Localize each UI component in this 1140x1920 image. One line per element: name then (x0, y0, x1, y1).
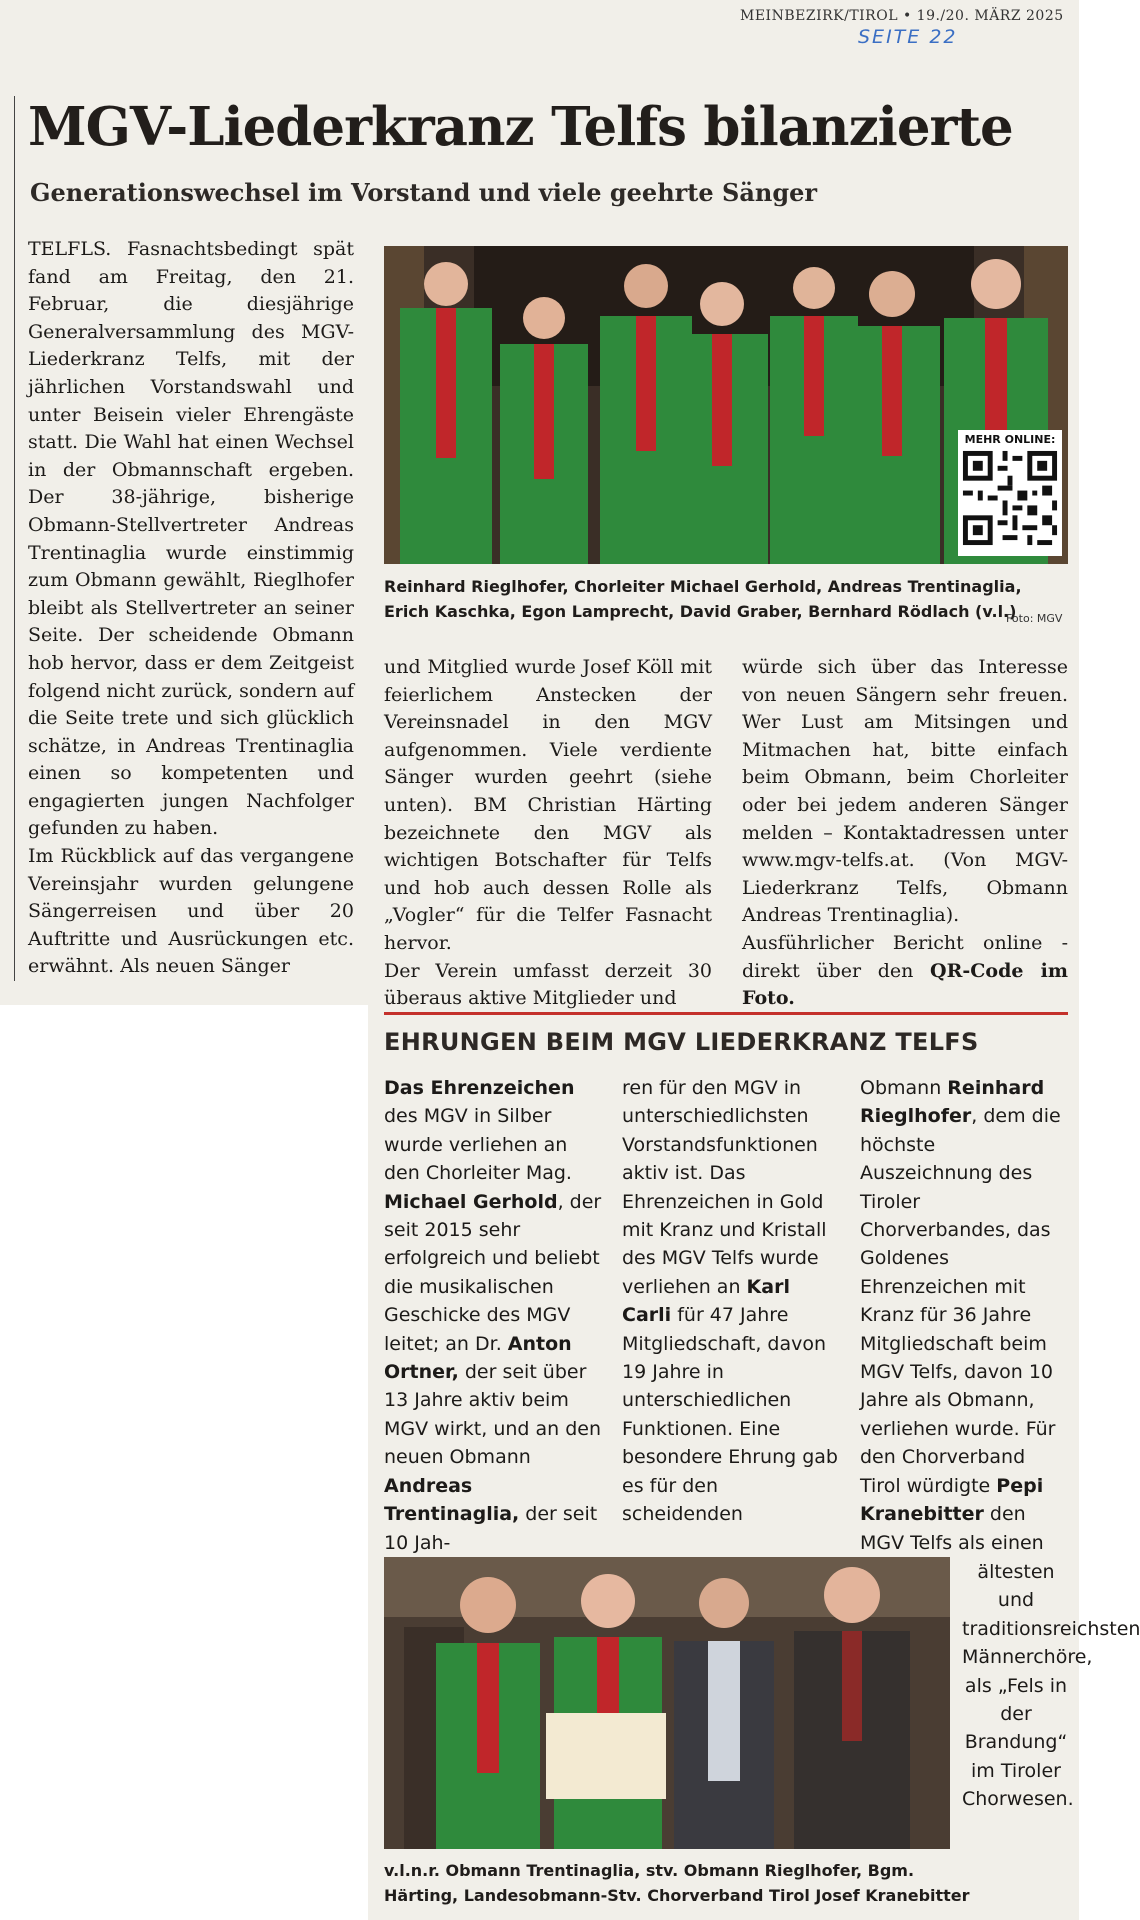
award-photo-caption: v.l.n.r. Obmann Trentinaglia, stv. Obmann Rieglhofer, Bgm. Härting, Landesobmann-Stv. Chorverband Tirol Josef Kranebitter (384, 1861, 970, 1905)
b3-text-3: den MGV Telfs als einen (860, 1503, 1044, 1554)
box-column-3 (860, 1074, 1068, 1585)
b2-text-2: für 47 Jahre Mitgliedschaft, davon 19 Jahre in unterschiedlichen Funktionen. Eine besondere Ehrung gab es für den scheidenden (622, 1304, 838, 1526)
article-title: MGV-Liederkranz Telfs bilanzierte (28, 96, 1013, 158)
article-column-3 (742, 654, 1068, 1013)
b1-text-1: des MGV in Silber wurde verliehen an den Chorleiter Mag. (384, 1105, 572, 1185)
qr-code-box[interactable] (958, 430, 1062, 556)
b2-text-1: ren für den MGV in unterschiedlichsten Vorstandsfunktionen aktiv ist. Das Ehrenzeichen in Gold mit Kranz und Kristall des MGV Telfs wurde verliehen an (622, 1077, 827, 1298)
b3-text-2: , dem die höchste Auszeichnung des Tiroler Chorverbandes, das Goldenes Ehrenzeichen mit Kranz für 36 Jahre Mitgliedschaft beim MGV Telfs, davon 10 Jahre als Obmann, verliehen wurde. Für den Chorverband Tirol würdigte (860, 1105, 1061, 1497)
article-col3-text-b: Ausführlicher Bericht online - direkt über den (742, 931, 1068, 982)
b1-text-3: der seit über 13 Jahre aktiv beim MGV wirkt, und an den neuen Obmann (384, 1361, 602, 1469)
article-column-1 (28, 236, 354, 981)
box-column-1 (384, 1074, 604, 1557)
article-col1-text-b: Im Rückblick auf das vergangene Vereinsjahr wurden gelungene Sängerreisen und über 20 Auftritte und Ausrückungen etc. erwähnt. Als neuen Sänger (28, 845, 354, 978)
b3-text-1: Obmann (860, 1077, 948, 1099)
box-heading: EHRUNGEN BEIM MGV LIEDERKRANZ TELFS (384, 1028, 979, 1056)
box-column-2 (622, 1074, 842, 1529)
b1-bold-3: Anton Ortner, (384, 1332, 572, 1384)
accent-rule (384, 1012, 1068, 1015)
qr-label: MEHR ONLINE: (964, 433, 1056, 446)
photo-credit: Foto: MGV (1006, 612, 1063, 625)
box-column-3-tail: ältesten und traditionsreichsten Männerchöre, als „Fels in der Brandung“ im Tiroler Chorwesen. (962, 1561, 1140, 1811)
qr-code-reference: QR-Code im Foto. (742, 959, 1068, 1010)
b2-bold-1: Karl Carli (622, 1275, 790, 1327)
article-column-2 (384, 654, 712, 1013)
article-col2-text: und Mitglied wurde Josef Köll mit feierlichem Anstecken der Vereinsnadel in den MGV aufgenommen. Viele verdiente Sänger wurden geehrt (siehe unten). BM Christian Härting bezeichnete den MGV als wichtigen Botschafter für Telfs und hob auch dessen Rolle als „Vogler“ für die Telfer Fasnacht hervor. (384, 656, 712, 954)
award-photo-illustration (384, 1557, 950, 1849)
photo-caption: Reinhard Rieglhofer, Chorleiter Michael Gerhold, Andreas Trentinaglia, Erich Kaschka, Egon Lamprecht, David Graber, Bernhard Rödlach (v.l.) (384, 577, 1022, 621)
article-subtitle: Generationswechsel im Vorstand und viele geehrte Sänger (30, 178, 818, 207)
b1-text-2: , der seit 2015 sehr erfolgreich und beliebt die musikalischen Geschicke des MGV leitet; an Dr. (384, 1190, 602, 1355)
publication-line: MEINBEZIRK/TIROL • 19./20. MÄRZ 2025 (740, 8, 1064, 24)
b1-bold-2: Michael Gerhold (384, 1190, 558, 1213)
qr-code-icon (958, 446, 1062, 550)
b1-bold-1: Das Ehrenzeichen (384, 1077, 575, 1099)
handwritten-page-note: SEITE 22 (858, 26, 958, 48)
b1-bold-4: Andreas Trentinaglia, (384, 1474, 520, 1526)
article-col1-text: TELFLS. Fasnachtsbedingt spät fand am Freitag, den 21. Februar, die diesjährige Generalversammlung des MGV-Liederkranz Telfs, mit der jährlichen Vorstandswahl und unter Beisein vieler Ehrengäste statt. Die Wahl hat einen Wechsel in der Obmannschaft ergeben. Der 38-jährige, bisherige Obmann-Stellvertreter Andreas Trentinaglia wurde einstimmig zum Obmann gewählt, Rieglhofer bleibt als Stellvertreter an seiner Seite. Der scheidende Obmann hob hervor, dass er dem Zeitgeist folgend nicht zurück, sondern auf die Seite trete und sich glücklich schätze, in Andreas Trentinaglia einen so kompetenten und engagierten jungen Nachfolger gefunden zu haben. (28, 238, 354, 840)
award-photo (384, 1557, 950, 1849)
article-col3-text: würde sich über das Interesse von neuen Sängern sehr freuen. Wer Lust am Mitsingen und Mitmachen hat, bitte einfach beim Obmann, beim Chorleiter oder bei jedem anderen Sänger melden – Kontaktadressen unter www.mgv-telfs.at. (Von MGV-Liederkranz Telfs, Obmann Andreas Trentinaglia). (742, 656, 1068, 927)
column-rule (14, 96, 15, 981)
b1-text-4: der seit 10 Jah- (384, 1503, 598, 1554)
article-col2-text-b: Der Verein umfasst derzeit 30 überaus aktive Mitglieder und (384, 959, 712, 1010)
b3-bold-2: Pepi Kranebitter (860, 1474, 1044, 1526)
b3-bold-1: Reinhard Rieglhofer (860, 1077, 1045, 1128)
